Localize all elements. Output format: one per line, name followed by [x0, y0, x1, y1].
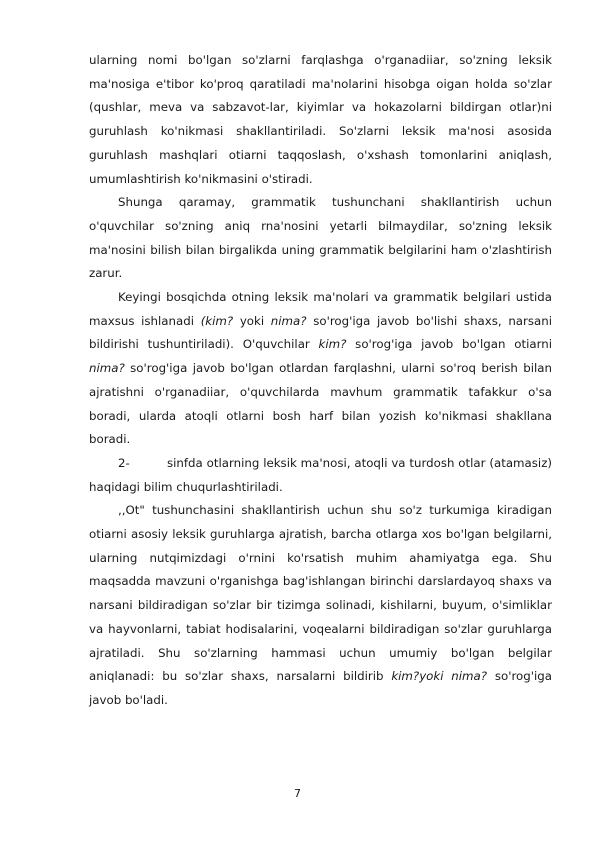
paragraph-text: yoki — [233, 313, 271, 328]
document-page — [89, 49, 552, 713]
paragraph-text: so'rog'iga javob bo'lgan otlardan farqlashni, ularni so'roq berish bilan ajratishni o'rganadiiar, o'quvchilarda mavhum grammatik tafakkur o'sa boradi, ularda atoqli otlarni bosh harf bilan yozish ko'nikmasi shakllana boradi. — [89, 361, 552, 447]
paragraph-text: ,,Ot" tushunchasini shakllantirish uchun shu so'z turkumiga kiradigan otiarni asosiy leksik guruhlarga ajratish, barcha otlarga xos bo'lgan belgilarni, ularning nutqimizdagi o'rnini ko'rsatish muhim ahamiyatga ega. Shu maqsadda mavzuni o'rganishga bag'ishlangan birinchi darslardayoq shaxs va narsani bildiradigan so'zlar bir tizimga solinadi, kishilarni, buyum, o'simliklar va hayvonlarni, tabiat hodisalarini, voqealarni bildiradigan so'zlar guruhlarga ajratiladi. Shu so'zlarning hammasi uchun umumiy bo'lgan belgilar aniqlanadi: bu so'zlar shaxs, narsalarni bildirib — [89, 503, 552, 684]
paragraph-text: Shunga qaramay, grammatik tushunchani shakllantirish uchun o'quvchilar so'zning aniq rna'nosini yetarli bilmaydilar, so'zning leksik ma'nosini bilish bilan birgalikda uning grammatik belgilarini ham o'zlashtirish zarur. — [89, 195, 552, 281]
list-item-text: sinfda otlarning leksik ma'nosi, atoqli va turdosh otlar (atamasiz) haqidagi bilim chuqurlashtiriladi. — [89, 455, 552, 494]
italic-question-nima: nima? — [270, 313, 307, 328]
numbered-list-item — [89, 452, 552, 499]
page-number: 7 — [294, 787, 301, 800]
paragraph-text: so'rog'iga javob bo'lgan otiarni — [346, 337, 552, 352]
paragraph-2 — [89, 191, 552, 286]
italic-question-nima: nima? — [89, 361, 125, 376]
italic-question-kim-nima: kim?yoki nima? — [391, 669, 488, 684]
list-item-number: 2- — [118, 455, 130, 470]
paragraph-4 — [89, 499, 552, 712]
paragraph-text: ularning nomi bo'lgan so'zlarni farqlashga o'rganadiiar, so'zning leksik ma'nosiga e'tibor ko'proq qaratiladi ma'nolarini hisobga oigan holda so'zlar (qushlar, meva va sabzavot-lar, kiyimlar va hokazolarni bildirgan otlar)ni guruhlash ko'nikmasi shakllantiriladi. So'zlarni leksik ma'nosi asosida guruhlash mashqlari otiarni taqqoslash, o'xshash tomonlarini aniqlash, umumlashtirish ko'nikmasini o'stiradi. — [89, 53, 552, 186]
paragraph-text: so'rog'iga javob bo'ladi. — [89, 669, 552, 707]
paragraph-1 — [89, 49, 552, 191]
italic-question-kim: kim? — [318, 337, 347, 352]
italic-question-kim: (kim? — [200, 313, 234, 328]
paragraph-text: so'rog'iga javob bo'lishi shaxs, narsani bildirishi tushuntiriladi). O'quvchilar — [89, 313, 553, 352]
paragraph-3 — [89, 286, 552, 452]
paragraph-text: Keyingi bosqichda otning leksik ma'nolari va grammatik belgilari ustida maxsus ishlanadi — [89, 290, 552, 328]
